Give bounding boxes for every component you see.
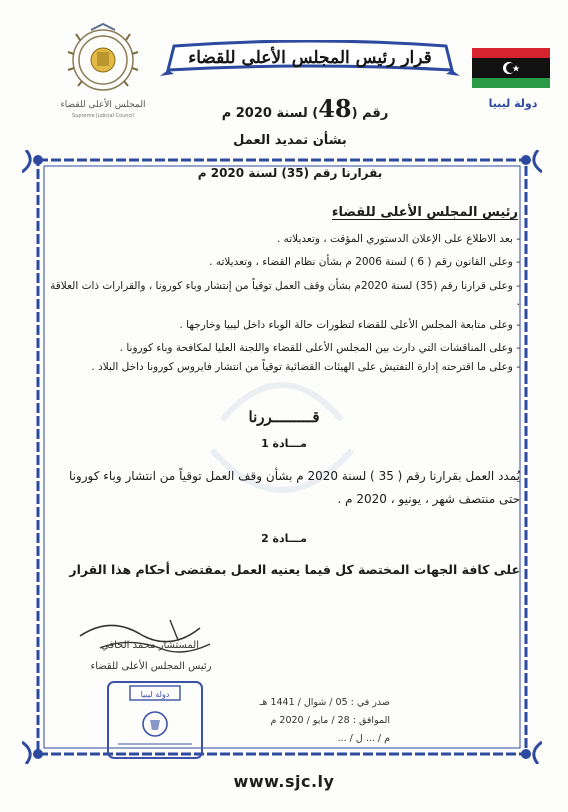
- website-url[interactable]: www.sjc.ly: [233, 772, 335, 791]
- libya-flag: [472, 48, 550, 88]
- clause: - وعلى ما اقترحته إدارة التفتيش على الهيئات القضائية توقياً من انتشار فايروس كورونا داخل البلاد .: [91, 360, 520, 373]
- clause: - بعد الاطلاع على الإعلان الدستوري المؤقت ، وتعديلاته .: [276, 233, 520, 245]
- decision-number: 48: [318, 94, 352, 123]
- clause: - وعلى قرارنا رقم (35) لسنة 2020م بشأن وقف العمل توقياً من إنتشار وباء كورونا ، والقرارات ذات العلاقة .: [50, 279, 520, 308]
- preamble-clauses: [45, 231, 520, 382]
- logo-caption-english: Supreme Judicial Council: [72, 113, 134, 119]
- section-heading: رئيس المجلس الأعلى للقضاء: [331, 205, 518, 220]
- article-1-text: يُمدد العمل بقرارنا رقم ( 35 ) لسنة 2020 م بشأن وقف العمل توقياً من انتشار وباء كورونا حتى منتصف شهر ، يونيو ، 2020 م .: [68, 469, 520, 506]
- clause: - وعلى المناقشات التي دارت بين المجلس الأعلى للقضاء واللجنة العليا لمكافحة وباء كورونا .: [119, 342, 520, 355]
- country-label: دولة ليبيا: [488, 97, 538, 110]
- document-title: قرار رئيس المجلس الأعلى للقضاء: [188, 48, 432, 68]
- decision-number-line: [200, 94, 410, 123]
- article-2-label: مـــادة 2: [261, 532, 307, 545]
- article-1-label: مـــادة 1: [261, 437, 307, 450]
- official-stamp: [100, 676, 210, 766]
- signatory-name: المستشار محمد الحافي: [101, 640, 199, 651]
- handwritten-signature: [70, 606, 220, 666]
- decision-prefix: رقم (: [351, 106, 389, 121]
- referenced-decision: بقرارنا رقم (35) لسنة 2020 م: [197, 166, 383, 180]
- issue-date-gregorian: الموافق : 28 / مايو / 2020 م: [270, 715, 390, 727]
- stamp-text: دولة ليبيا: [140, 690, 170, 699]
- clause: - وعلى القانون رقم ( 6 ) لسنة 2006 م بشأن نظام القضاء ، وتعديلاته .: [209, 256, 520, 269]
- clause: - وعلى متابعة المجلس الأعلى للقضاء لتطورات حالة الوباء داخل ليبيا وخارجها .: [179, 319, 520, 332]
- issue-date-hijri: صدر في : 05 / شوال / 1441 هـ: [259, 697, 390, 708]
- signatory-title: رئيس المجلس الأعلى للقضاء: [90, 661, 212, 672]
- resolved-heading: قـــــــــررنا: [248, 408, 320, 426]
- article-2-text: على كافة الجهات المختصة كل فيما يعنيه العمل بمقتضى أحكام هذا القرار: [69, 562, 520, 577]
- logo-caption: المجلس الأعلى للقضاء: [60, 100, 146, 110]
- decision-subject: بشأن تمديد العمل: [233, 133, 347, 148]
- decision-suffix: ) لسنة 2020 م: [221, 106, 319, 121]
- reference-line: م / ... ل / ...: [337, 733, 390, 745]
- council-logo: [58, 22, 148, 126]
- issue-metadata: [220, 694, 390, 748]
